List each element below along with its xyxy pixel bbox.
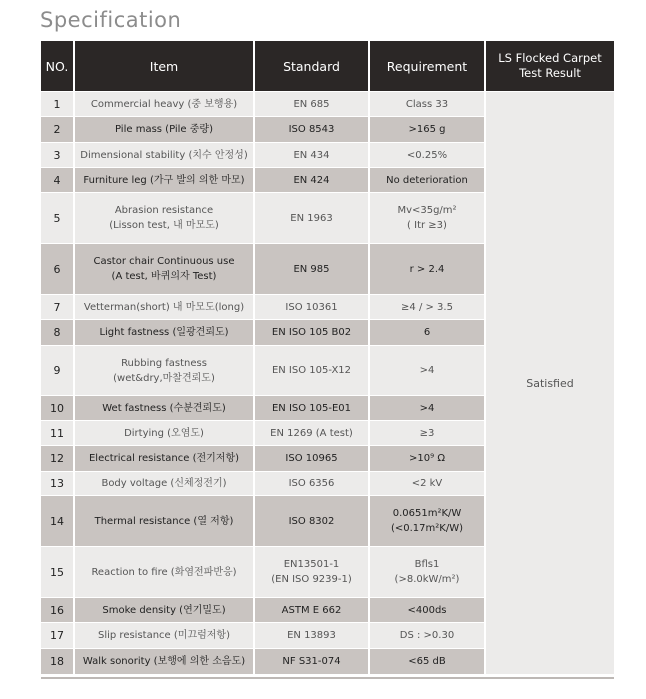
- cell-no: [41, 192, 75, 243]
- cell-standard-line1: ISO 8302: [288, 515, 335, 527]
- cell-standard-line1: ASTM E 662: [281, 604, 342, 616]
- cell-requirement-line1: Mv<35g/m²: [397, 205, 457, 216]
- cell-standard-line2: (EN ISO 9239-1): [271, 574, 352, 585]
- header-no: NO.: [41, 41, 75, 91]
- header-result: [486, 41, 614, 91]
- header-standard: Standard: [255, 41, 370, 91]
- cell-item-line1: Light fastness (일광견뢰도): [99, 327, 229, 338]
- cell-item-line1: Dimensional stability (치수 안정성): [80, 149, 248, 161]
- cell-no-line1: 13: [50, 477, 64, 490]
- cell-result: Satisfied: [486, 91, 614, 674]
- cell-requirement-line1: <2 kV: [411, 478, 443, 489]
- cell-no: [41, 597, 75, 622]
- cell-item: [75, 395, 255, 420]
- specification-table-wrapper: [41, 41, 614, 674]
- cell-no-line1: 1: [53, 97, 61, 111]
- cell-no-line1: 11: [50, 426, 64, 440]
- header-result-line1: LS Flocked Carpet: [498, 51, 602, 65]
- cell-item: [75, 345, 255, 395]
- cell-standard-line1: EN 1269 (A test): [270, 427, 353, 439]
- cell-item: [75, 597, 255, 622]
- cell-standard-line1: EN ISO 105 B02: [271, 327, 352, 338]
- cell-requirement: [370, 91, 486, 116]
- cell-standard: [255, 116, 370, 142]
- cell-requirement-line1: >10⁹ Ω: [409, 453, 445, 464]
- cell-standard-line1: EN 434: [293, 149, 330, 161]
- cell-item-line1: Wet fastness (수분견뢰도): [102, 402, 226, 414]
- cell-no-line1: 12: [50, 452, 64, 465]
- cell-standard-line1: EN 685: [293, 98, 330, 110]
- cell-item-line1: Slip resistance (미끄럼저항): [98, 630, 230, 641]
- cell-item: [75, 192, 255, 243]
- cell-standard: [255, 91, 370, 116]
- cell-standard: [255, 167, 370, 192]
- cell-no-line1: 18: [50, 655, 64, 668]
- cell-standard: [255, 243, 370, 294]
- cell-standard: [255, 420, 370, 445]
- cell-item: [75, 294, 255, 319]
- cell-no-line1: 17: [50, 629, 64, 642]
- cell-no: [41, 167, 75, 192]
- specification-table: [41, 41, 614, 674]
- header-item: Item: [75, 41, 255, 91]
- cell-requirement: [370, 622, 486, 648]
- cell-no-line1: 5: [53, 211, 61, 225]
- cell-no: [41, 445, 75, 471]
- cell-requirement: [370, 471, 486, 495]
- cell-no-line1: 10: [50, 401, 64, 415]
- cell-requirement: [370, 167, 486, 192]
- cell-standard-line1: EN ISO 105-X12: [271, 365, 352, 376]
- cell-requirement-line2: (<0.17m²K/W): [390, 523, 463, 534]
- cell-no: [41, 471, 75, 495]
- cell-no-line1: 8: [53, 326, 61, 339]
- cell-requirement: [370, 319, 486, 345]
- cell-requirement-line1: r > 2.4: [409, 263, 445, 275]
- cell-standard: [255, 345, 370, 395]
- cell-requirement-line1: No deterioration: [386, 174, 468, 186]
- cell-no: [41, 319, 75, 345]
- cell-no: [41, 91, 75, 116]
- cell-requirement: [370, 420, 486, 445]
- cell-item-line1: Electrical resistance (전기저항): [88, 453, 240, 464]
- cell-requirement-line1: Bfls1: [414, 559, 440, 570]
- cell-no-line1: 2: [53, 123, 61, 136]
- cell-item: [75, 319, 255, 345]
- cell-standard-line1: EN 985: [293, 263, 330, 275]
- cell-standard-line1: ISO 10361: [285, 301, 338, 313]
- cell-standard-line1: NF S31-074: [282, 656, 341, 667]
- header-requirement: Requirement: [370, 41, 486, 91]
- cell-standard: [255, 319, 370, 345]
- cell-standard: [255, 142, 370, 167]
- cell-standard: [255, 395, 370, 420]
- cell-standard-line1: EN 424: [293, 174, 330, 186]
- cell-no-line1: 4: [53, 173, 61, 187]
- cell-no-line1: 6: [53, 262, 61, 276]
- cell-standard: [255, 445, 370, 471]
- cell-standard: [255, 294, 370, 319]
- cell-requirement-line1: DS : >0.30: [399, 630, 455, 641]
- cell-requirement-line1: <0.25%: [406, 149, 448, 161]
- cell-item-line1: Commercial heavy (중 보행용): [90, 98, 238, 110]
- cell-standard-line1: ISO 8543: [288, 124, 335, 135]
- cell-requirement: [370, 192, 486, 243]
- cell-no-line1: 3: [53, 148, 61, 162]
- cell-no: [41, 243, 75, 294]
- cell-item-line1: Reaction to fire (화염전파반응): [91, 566, 237, 578]
- cell-requirement: [370, 243, 486, 294]
- cell-requirement: [370, 445, 486, 471]
- cell-requirement: [370, 345, 486, 395]
- page-title: Specification: [40, 8, 182, 32]
- cell-no: [41, 420, 75, 445]
- cell-no: [41, 495, 75, 546]
- cell-item-line1: Furniture leg (가구 발의 의한 마모): [83, 174, 245, 186]
- cell-item: [75, 471, 255, 495]
- cell-requirement-line1: 0.0651m²K/W: [392, 508, 462, 519]
- cell-standard: [255, 648, 370, 674]
- cell-item: [75, 495, 255, 546]
- cell-item: [75, 243, 255, 294]
- cell-no: [41, 116, 75, 142]
- cell-no-line1: 16: [50, 603, 64, 617]
- cell-item-line1: Body voltage (신체정전기): [101, 478, 227, 489]
- cell-item: [75, 546, 255, 597]
- cell-no: [41, 345, 75, 395]
- cell-requirement-line1: ≥3: [419, 427, 435, 439]
- cell-requirement: [370, 142, 486, 167]
- table-row: [41, 91, 614, 116]
- cell-requirement-line1: <65 dB: [408, 656, 446, 667]
- cell-standard: [255, 471, 370, 495]
- cell-requirement: [370, 597, 486, 622]
- cell-standard-line1: ISO 6356: [288, 478, 335, 489]
- cell-item: [75, 116, 255, 142]
- cell-item-line1: Thermal resistance (열 저항): [94, 515, 234, 527]
- cell-standard: [255, 597, 370, 622]
- cell-item: [75, 167, 255, 192]
- cell-standard-line1: EN 13893: [287, 630, 336, 641]
- cell-item-line1: Walk sonority (보행에 의한 소음도): [82, 656, 246, 667]
- cell-item-line1: Castor chair Continuous use: [93, 256, 235, 267]
- cell-requirement-line1: >4: [419, 365, 435, 376]
- cell-requirement: [370, 116, 486, 142]
- cell-standard: [255, 495, 370, 546]
- cell-requirement: [370, 495, 486, 546]
- cell-requirement: [370, 294, 486, 319]
- cell-standard: [255, 192, 370, 243]
- cell-item: [75, 142, 255, 167]
- cell-no-line1: 14: [50, 514, 64, 528]
- cell-no-line1: 15: [50, 565, 64, 579]
- table-body: [41, 91, 614, 674]
- cell-item-line1: Vetterman(short) 내 마모도(long): [83, 301, 245, 313]
- cell-item-line2: (Lisson test, 내 마모도): [109, 220, 219, 231]
- cell-requirement-line1: <400ds: [407, 604, 447, 616]
- table-header-row: [41, 41, 614, 91]
- cell-item: [75, 445, 255, 471]
- cell-item-line1: Rubbing fastness: [121, 357, 207, 369]
- cell-standard-line1: EN 1963: [290, 212, 333, 224]
- cell-requirement: [370, 648, 486, 674]
- cell-item: [75, 622, 255, 648]
- cell-no: [41, 142, 75, 167]
- cell-item: [75, 420, 255, 445]
- cell-requirement-line1: ≥4 / > 3.5: [401, 301, 453, 313]
- cell-requirement: [370, 546, 486, 597]
- header-result-line2: Test Result: [519, 66, 581, 80]
- cell-no-line1: 7: [53, 300, 61, 314]
- cell-standard: [255, 546, 370, 597]
- cell-item-line2: (wet&dry,마찰견뢰도): [113, 372, 215, 384]
- cell-standard: [255, 622, 370, 648]
- cell-requirement-line1: >4: [419, 402, 435, 414]
- cell-standard-line1: EN13501-1: [283, 559, 340, 570]
- cell-standard-line1: EN ISO 105-E01: [271, 402, 352, 414]
- cell-item-line1: Dirtying (오염도): [124, 427, 204, 439]
- table-bottom-rule: [41, 677, 614, 679]
- cell-item: [75, 648, 255, 674]
- cell-no-line1: 9: [53, 364, 61, 377]
- cell-item-line1: Smoke density (연기밀도): [102, 604, 226, 616]
- cell-item-line1: Abrasion resistance: [114, 205, 214, 216]
- cell-standard-line1: ISO 10965: [285, 453, 338, 464]
- cell-requirement-line1: >165 g: [408, 124, 446, 135]
- cell-item-line1: Pile mass (Pile 중량): [115, 124, 213, 135]
- cell-requirement-line1: 6: [423, 327, 431, 338]
- cell-requirement-line2: (>8.0kW/m²): [394, 574, 460, 585]
- cell-requirement-line2: ( Itr ≥3): [407, 220, 447, 231]
- cell-item-line2: (A test, 바퀴의자 Test): [111, 271, 217, 282]
- cell-item: [75, 91, 255, 116]
- cell-no: [41, 294, 75, 319]
- cell-no: [41, 395, 75, 420]
- cell-no: [41, 546, 75, 597]
- cell-no: [41, 622, 75, 648]
- cell-requirement-line1: Class 33: [405, 98, 449, 110]
- cell-no: [41, 648, 75, 674]
- cell-requirement: [370, 395, 486, 420]
